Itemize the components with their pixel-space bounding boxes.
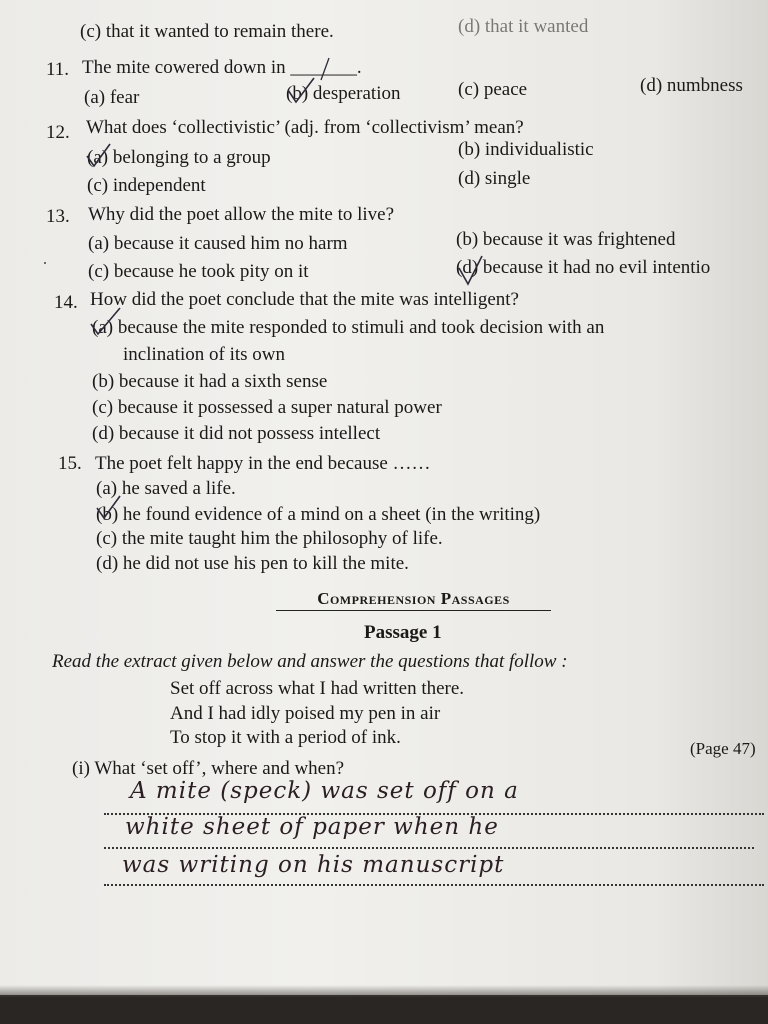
q15-option-b: (b) he found evidence of a mind on a sheet (in the writing): [96, 504, 541, 525]
question-number-13: 13.: [46, 206, 70, 227]
q11-option-b: (b) desperation: [286, 83, 401, 104]
q12-option-c: (c) independent: [87, 175, 206, 196]
q15-option-c: (c) the mite taught him the philosophy of life.: [96, 528, 443, 549]
q12-option-a: (a) belonging to a group: [87, 147, 271, 168]
answer-tick-mark: [456, 252, 486, 288]
question-13-text: Why did the poet allow the mite to live?: [88, 204, 395, 225]
q14-option-a: (a) because the mite responded to stimuli and took decision with an: [92, 317, 605, 338]
partial-option-d: (d) that it wanted: [458, 16, 589, 37]
q15-option-a: (a) he saved a life.: [96, 478, 236, 499]
answer-tick-mark: [94, 494, 124, 524]
question-number-11: 11.: [46, 59, 70, 80]
answer-line-2: [104, 846, 754, 849]
page-reference: (Page 47): [690, 739, 756, 758]
ink-dot: [44, 262, 46, 264]
pen-mark: [318, 56, 332, 82]
question-11-text: The mite cowered down in _______.: [82, 57, 362, 78]
answer-line-3: [104, 883, 764, 886]
q14-option-d: (d) because it did not possess intellect: [92, 423, 381, 444]
handwritten-answer-line-3: was writing on his manuscript: [122, 852, 505, 878]
answer-tick-mark: [84, 140, 114, 170]
question-number-15: 15.: [58, 453, 82, 474]
question-14-text: How did the poet conclude that the mite was intelligent?: [90, 289, 519, 310]
poem-line-1: Set off across what I had written there.: [170, 678, 465, 699]
q13-option-b: (b) because it was frightened: [456, 229, 676, 250]
q15-option-d: (d) he did not use his pen to kill the mite.: [96, 553, 409, 574]
poem-line-2: And I had idly poised my pen in air: [170, 703, 441, 724]
page-edge-shadow: [0, 985, 768, 997]
q13-option-c: (c) because he took pity on it: [88, 261, 309, 282]
q12-option-d: (d) single: [458, 168, 531, 189]
q11-option-c: (c) peace: [458, 79, 528, 100]
q14-option-a-continued: inclination of its own: [123, 344, 286, 365]
q11-option-d: (d) numbness: [640, 75, 743, 96]
instruction-text: Read the extract given below and answer the questions that follow :: [52, 651, 568, 672]
question-number-12: 12.: [46, 122, 70, 143]
answer-tick-mark: [88, 306, 124, 340]
q13-option-d: (d) because it had no evil intentio: [456, 257, 711, 278]
question-number-14: 14.: [54, 292, 78, 313]
passage-title: Passage 1: [364, 622, 442, 643]
q14-option-c: (c) because it possessed a super natural power: [92, 397, 442, 418]
question-12-text: What does ‘collectivistic’ (adj. from ‘collectivism’ mean?: [86, 117, 524, 138]
q13-option-a: (a) because it caused him no harm: [88, 233, 348, 254]
q12-option-b: (b) individualistic: [458, 139, 594, 160]
section-heading: Comprehension Passages: [276, 588, 551, 611]
answer-tick-mark: [284, 76, 318, 106]
q11-option-a: (a) fear: [84, 87, 140, 108]
q14-option-b: (b) because it had a sixth sense: [92, 371, 328, 392]
question-15-text: The poet felt happy in the end because ……: [95, 453, 431, 474]
handwritten-answer-line-2: white sheet of paper when he: [125, 814, 499, 840]
question-i-text: (i) What ‘set off’, where and when?: [72, 758, 345, 779]
handwritten-answer-line-1: A mite (speck) was set off on a: [130, 778, 519, 804]
partial-option-c: (c) that it wanted to remain there.: [80, 21, 334, 42]
poem-line-3: To stop it with a period of ink.: [170, 727, 401, 748]
